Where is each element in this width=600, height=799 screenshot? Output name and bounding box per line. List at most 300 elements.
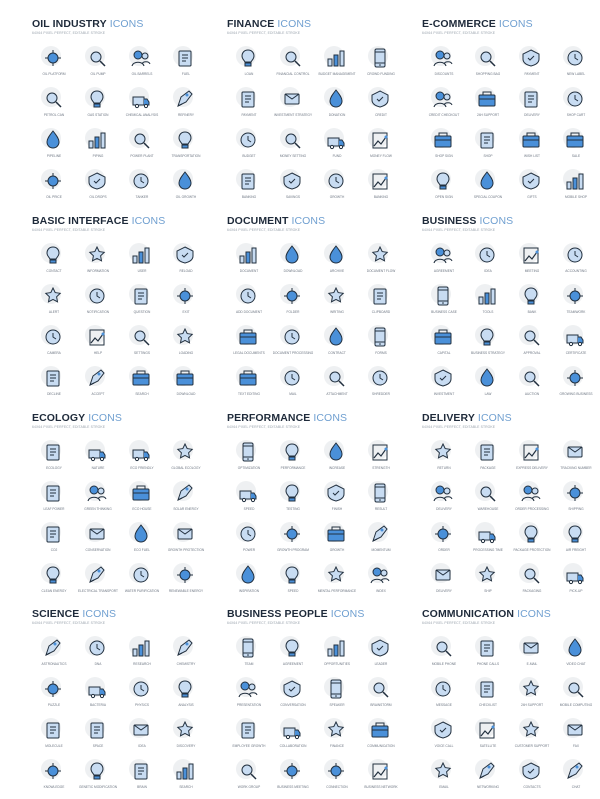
icon-label: WAREHOUSE — [477, 507, 499, 511]
icon-tile — [76, 561, 120, 599]
icon-tile — [315, 479, 359, 517]
icon-tile — [554, 479, 598, 517]
icon-tile — [554, 364, 598, 402]
icon-label: LOADING — [178, 351, 194, 355]
icon-label: SHIPPING — [568, 507, 584, 511]
section-business — [422, 215, 600, 395]
icon-label: BUSINESS MEETING — [277, 785, 309, 789]
section-performance — [227, 412, 417, 592]
section-subtitle: 64X64 PIXEL PERFECT, EDITABLE STROKE — [227, 228, 301, 232]
icon-label: CAPITAL — [437, 351, 451, 355]
icon-label: PIPELINE — [46, 154, 62, 158]
icon-tile — [76, 44, 120, 82]
icon-label: LOAN — [244, 72, 254, 76]
icon-tile — [510, 479, 554, 517]
icon-label: MONEY FLOW — [370, 154, 392, 158]
icon-tile — [359, 520, 403, 558]
icon-label: SPACE — [92, 744, 104, 748]
icon-label: POWER — [242, 548, 256, 552]
icon-label: RELOAD — [179, 269, 193, 273]
icon-label: OIL GROWTH — [175, 195, 197, 199]
icon-label: 24H SUPPORT — [476, 113, 500, 117]
icon-label: BRAINSTORM — [370, 703, 392, 707]
icon-label: BUSINESS CASE — [431, 310, 457, 314]
icon-label: POWER PLANT — [130, 154, 154, 158]
icon-label: CONVERSATION — [280, 703, 306, 707]
icon-label: OIL BARRELS — [131, 72, 153, 76]
icon-label: KNOWLEDGE — [43, 785, 65, 789]
icon-label: ACCEPT — [91, 392, 105, 396]
icon-tile — [359, 634, 403, 672]
icon-label: SAVINGS — [286, 195, 300, 199]
icon-label: TRANSPORTATION — [171, 154, 201, 158]
icon-tile — [359, 241, 403, 279]
icon-tile — [120, 634, 164, 672]
icon-tile — [554, 323, 598, 361]
icon-tile — [271, 364, 315, 402]
icon-tile — [466, 282, 510, 320]
icon-label: ASTRONAUTICS — [41, 662, 67, 666]
icon-label: MOBILE SHOP — [565, 195, 587, 199]
icon-label: MOBILE COMPUTING — [559, 703, 593, 707]
icon-label: TEAM — [244, 662, 254, 666]
icon-label: GIFTS — [527, 195, 537, 199]
icon-tile — [227, 716, 271, 754]
icon-label: LAW — [484, 392, 492, 396]
icon-tile — [510, 520, 554, 558]
icon-tile — [76, 126, 120, 164]
icon-label: INVESTMENT — [433, 392, 455, 396]
icon-tile — [510, 675, 554, 713]
section-title-main: DELIVERY — [422, 412, 475, 424]
icon-label: PRESENTATION — [236, 703, 262, 707]
icon-label: LEADER — [374, 662, 388, 666]
icon-tile — [315, 323, 359, 361]
icon-tile — [76, 167, 120, 205]
section-e-commerce — [422, 18, 600, 198]
icon-label: TRACKING NUMBER — [560, 466, 592, 470]
section-oil-industry — [32, 18, 222, 198]
icon-label: BUDGET — [242, 154, 256, 158]
icon-label: INFORMATION — [86, 269, 110, 273]
icon-tile — [164, 479, 208, 517]
icon-label: HELP — [93, 351, 103, 355]
icon-tile — [76, 364, 120, 402]
icon-label: SHOPPING BAG — [475, 72, 501, 76]
section-title — [32, 608, 116, 620]
icon-label: AGREEMENT — [282, 662, 304, 666]
icon-tile — [227, 675, 271, 713]
icon-tile — [315, 675, 359, 713]
icon-tile — [271, 634, 315, 672]
section-title — [32, 412, 122, 424]
icon-tile — [120, 323, 164, 361]
icon-tile — [32, 520, 76, 558]
icon-tile — [315, 716, 359, 754]
icon-tile — [422, 126, 466, 164]
icon-tile — [422, 282, 466, 320]
section-title-main: BUSINESS PEOPLE — [227, 608, 328, 620]
icon-tile — [510, 438, 554, 476]
icon-label: BANKING — [373, 195, 389, 199]
icon-label: EMAIL — [439, 785, 449, 789]
icon-label: FINANCE — [330, 744, 344, 748]
section-business-people — [227, 608, 417, 788]
icon-tile — [554, 757, 598, 795]
icon-tile — [120, 757, 164, 795]
icon-tile — [32, 85, 76, 123]
icon-label: GLOBAL ECOLOGY — [171, 466, 201, 470]
icon-tile — [359, 757, 403, 795]
icon-label: PICK-UP — [569, 589, 583, 593]
icon-tile — [164, 364, 208, 402]
icon-label: PACKAGE PROTECTION — [513, 548, 551, 552]
icon-label: TANKER — [135, 195, 149, 199]
icon-tile — [271, 85, 315, 123]
icon-tile — [32, 757, 76, 795]
icon-label: STRENGTH — [372, 466, 390, 470]
icon-tile — [120, 44, 164, 82]
icon-tile — [466, 716, 510, 754]
section-title — [227, 18, 311, 30]
icon-tile — [271, 323, 315, 361]
icon-label: ORDER PROCESSING — [515, 507, 549, 511]
icon-label: APPROVAL — [523, 351, 541, 355]
icon-label: GROWTH — [329, 195, 345, 199]
icon-tile — [271, 520, 315, 558]
icon-label: BUSINESS STRATEGY — [471, 351, 505, 355]
icon-tile — [32, 167, 76, 205]
icon-label: EMPLOYEE GROWTH — [232, 744, 266, 748]
icon-label: DELIVERY — [436, 507, 452, 511]
icon-tile — [359, 438, 403, 476]
icon-label: BANKING — [241, 195, 257, 199]
icon-label: GENETIC MODIFICATION — [78, 785, 117, 789]
icon-label: MAIL — [289, 392, 297, 396]
icon-tile — [120, 364, 164, 402]
icon-label: OPEN SIGN — [435, 195, 453, 199]
icon-tile — [32, 716, 76, 754]
icon-tile — [359, 716, 403, 754]
icon-label: ELECTRICAL TRANSPORT — [78, 589, 118, 593]
icon-label: DOCUMENT — [239, 269, 259, 273]
icon-label: CONSERVATION — [85, 548, 111, 552]
section-title — [32, 215, 165, 227]
icon-tile — [76, 520, 120, 558]
icon-label: FORMS — [375, 351, 387, 355]
icon-tile — [510, 323, 554, 361]
icon-label: ECO FRIENDLY — [130, 466, 154, 470]
icon-tile — [164, 520, 208, 558]
icon-label: DONATION — [328, 113, 346, 117]
icon-tile — [164, 561, 208, 599]
section-title-suffix: ICONS — [498, 18, 533, 30]
icon-label: PHONE CALLS — [476, 662, 500, 666]
icon-tile — [76, 241, 120, 279]
icon-label: AIR FREIGHT — [565, 548, 587, 552]
icon-tile — [510, 634, 554, 672]
icon-label: PAYMENT — [524, 72, 540, 76]
icon-tile — [359, 561, 403, 599]
icon-tile — [164, 675, 208, 713]
icon-label: ADD DOCUMENT — [235, 310, 263, 314]
icon-label: MESSAGE — [436, 703, 452, 707]
icon-label: MEETING — [524, 269, 540, 273]
icon-label: SETTINGS — [134, 351, 150, 355]
icon-label: GROWTH PROGRAM — [277, 548, 309, 552]
icon-tile — [164, 323, 208, 361]
section-title-main: DOCUMENT — [227, 215, 289, 227]
icon-tile — [120, 85, 164, 123]
icon-tile — [32, 561, 76, 599]
icon-label: CONNECTION — [326, 785, 348, 789]
icon-label: OPPORTUNITIES — [324, 662, 350, 666]
icon-tile — [422, 479, 466, 517]
icon-label: TEXT EDITING — [238, 392, 260, 396]
icon-label: USER — [137, 269, 147, 273]
icon-label: CUSTOMER SUPPORT — [514, 744, 550, 748]
icon-tile — [359, 85, 403, 123]
section-subtitle: 64X64 PIXEL PERFECT, EDITABLE STROKE — [422, 228, 496, 232]
icon-tile — [554, 561, 598, 599]
icon-label: WISH LIST — [524, 154, 540, 158]
icon-label: WORK GROUP — [237, 785, 261, 789]
icon-label: CONTACT — [46, 269, 62, 273]
icon-label: CHAT — [571, 785, 581, 789]
icon-tile — [554, 520, 598, 558]
section-title — [422, 608, 551, 620]
icon-label: CHECKLIST — [479, 703, 497, 707]
icon-label: VIDEO CHAT — [566, 662, 586, 666]
icon-tile — [359, 126, 403, 164]
icon-tile — [315, 126, 359, 164]
icon-tile — [422, 438, 466, 476]
icon-label: CREDIT — [375, 113, 387, 117]
icon-tile — [422, 757, 466, 795]
icon-tile — [164, 44, 208, 82]
icon-tile — [120, 126, 164, 164]
icon-label: BRAIN — [137, 785, 147, 789]
icon-label: OIL DROPS — [89, 195, 107, 199]
icon-tile — [466, 167, 510, 205]
section-subtitle: 64X64 PIXEL PERFECT, EDITABLE STROKE — [422, 425, 496, 429]
icon-label: RESULT — [374, 507, 388, 511]
section-title — [227, 215, 325, 227]
icon-label: CLEAN ENERGY — [41, 589, 67, 593]
section-subtitle: 64X64 PIXEL PERFECT, EDITABLE STROKE — [227, 621, 301, 625]
icon-label: NOTIFICATION — [86, 310, 110, 314]
icon-tile — [227, 323, 271, 361]
icon-tile — [32, 438, 76, 476]
icon-tile — [554, 438, 598, 476]
icon-label: SPEED — [287, 589, 299, 593]
icon-tile — [315, 241, 359, 279]
icon-tile — [76, 757, 120, 795]
section-subtitle: 64X64 PIXEL PERFECT, EDITABLE STROKE — [227, 31, 301, 35]
icon-tile — [76, 323, 120, 361]
icon-label: ACCOUNTING — [565, 269, 587, 273]
icon-label: ALERT — [48, 310, 60, 314]
icon-tile — [554, 282, 598, 320]
icon-label: TEAMWORK — [566, 310, 586, 314]
icon-label: WATER PURIFICATION — [124, 589, 160, 593]
icon-tile — [227, 438, 271, 476]
icon-label: ANALYSIS — [178, 703, 194, 707]
icon-label: SALE — [571, 154, 581, 158]
icon-tile — [315, 282, 359, 320]
icon-tile — [466, 438, 510, 476]
icon-tile — [466, 364, 510, 402]
icon-tile — [359, 364, 403, 402]
icon-tile — [120, 438, 164, 476]
icon-tile — [510, 364, 554, 402]
icon-tile — [32, 241, 76, 279]
icon-label: GREEN THINKING — [84, 507, 112, 511]
icon-tile — [271, 675, 315, 713]
icon-tile — [466, 126, 510, 164]
icon-label: SPECIAL COUPON — [473, 195, 503, 199]
section-title-main: OIL INDUSTRY — [32, 18, 107, 30]
icon-label: DOCUMENT PROCESSING — [272, 351, 314, 355]
icon-label: ARCHIVE — [329, 269, 345, 273]
icon-label: SEARCH — [135, 392, 149, 396]
section-subtitle: 64X64 PIXEL PERFECT, EDITABLE STROKE — [227, 425, 301, 429]
icon-tile — [120, 520, 164, 558]
icon-tile — [164, 634, 208, 672]
section-title — [32, 18, 143, 30]
icon-tile — [227, 757, 271, 795]
icon-tile — [315, 167, 359, 205]
icon-tile — [227, 241, 271, 279]
icon-label: CERTIFICATE — [565, 351, 587, 355]
icon-label: IDEA — [138, 744, 146, 748]
section-title-main: PERFORMANCE — [227, 412, 311, 424]
icon-label: DOWNLOAD — [176, 392, 196, 396]
icon-tile — [164, 438, 208, 476]
icon-label: OIL PUMP — [90, 72, 106, 76]
icon-tile — [271, 126, 315, 164]
icon-label: DOCUMENT FLOW — [366, 269, 396, 273]
icon-label: NATURE — [91, 466, 105, 470]
icon-tile — [227, 561, 271, 599]
icon-label: FAX — [572, 744, 580, 748]
section-title-suffix: ICONS — [477, 412, 512, 424]
icon-label: RENEWABLE ENERGY — [168, 589, 204, 593]
icon-tile — [76, 85, 120, 123]
icon-label: MENTAL PERFORMANCE — [317, 589, 357, 593]
icon-tile — [359, 44, 403, 82]
icon-label: SHIP — [484, 589, 492, 593]
icon-tile — [315, 438, 359, 476]
icon-label: OIL PLATFORM — [42, 72, 66, 76]
section-title — [227, 608, 364, 620]
icon-label: CHEMISTRY — [176, 662, 196, 666]
icon-label: FUND — [332, 154, 342, 158]
icon-tile — [164, 757, 208, 795]
icon-tile — [271, 479, 315, 517]
icon-label: SPEED — [243, 507, 255, 511]
icon-label: GAS STATION — [87, 113, 109, 117]
icon-tile — [510, 85, 554, 123]
section-title — [227, 412, 347, 424]
icon-tile — [120, 167, 164, 205]
icon-label: REFINERY — [177, 113, 195, 117]
icon-label: SATELLITE — [479, 744, 497, 748]
icon-tile — [359, 323, 403, 361]
icon-tile — [422, 241, 466, 279]
icon-label: CONTRACT — [328, 351, 346, 355]
section-title-suffix: ICONS — [291, 215, 326, 227]
icon-tile — [227, 364, 271, 402]
icon-label: EXPRESS DELIVERY — [516, 466, 548, 470]
icon-label: COMMUNICATION — [367, 744, 395, 748]
icon-label: SHOP — [483, 154, 493, 158]
icon-label: CREDIT CHECKOUT — [428, 113, 460, 117]
icon-tile — [359, 282, 403, 320]
icon-tile — [422, 85, 466, 123]
icon-tile — [76, 634, 120, 672]
icon-tile — [422, 561, 466, 599]
icon-tile — [422, 364, 466, 402]
icon-label: DNA — [94, 662, 102, 666]
icon-label: SHOP CART — [566, 113, 586, 117]
icon-tile — [227, 85, 271, 123]
icon-label: OPTIMIZATION — [237, 466, 261, 470]
section-delivery — [422, 412, 600, 592]
icon-label: SOLAR ENERGY — [173, 507, 199, 511]
icon-tile — [32, 44, 76, 82]
icon-tile — [422, 323, 466, 361]
icon-label: BACTERIA — [90, 703, 106, 707]
icon-tile — [510, 44, 554, 82]
icon-tile — [510, 716, 554, 754]
section-ecology — [32, 412, 222, 592]
icon-tile — [227, 44, 271, 82]
section-document — [227, 215, 417, 395]
icon-tile — [32, 323, 76, 361]
icon-tile — [554, 675, 598, 713]
icon-label: COLLABORATION — [279, 744, 307, 748]
section-subtitle: 64X64 PIXEL PERFECT, EDITABLE STROKE — [32, 425, 106, 429]
icon-label: GROWTH PROTECTION — [167, 548, 205, 552]
section-title-main: ECOLOGY — [32, 412, 86, 424]
icon-label: SHREDDER — [372, 392, 390, 396]
icon-tile — [315, 364, 359, 402]
icon-label: PERFORMANCE — [280, 466, 306, 470]
icon-tile — [227, 282, 271, 320]
section-title — [422, 412, 512, 424]
icon-tile — [422, 167, 466, 205]
icon-tile — [227, 634, 271, 672]
icon-tile — [466, 561, 510, 599]
icon-tile — [271, 282, 315, 320]
icon-label: CROWD FUNDING — [367, 72, 395, 76]
icon-tile — [422, 675, 466, 713]
icon-label: MOLECULE — [45, 744, 63, 748]
icon-label: DISCOUNTS — [434, 72, 454, 76]
icon-label: MOBILE PHONE — [431, 662, 457, 666]
icon-tile — [227, 479, 271, 517]
icon-tile — [164, 167, 208, 205]
icon-label: FINANCIAL CONTROL — [276, 72, 310, 76]
icon-tile — [32, 282, 76, 320]
icon-tile — [227, 167, 271, 205]
icon-label: SEARCH — [179, 785, 193, 789]
icon-tile — [466, 757, 510, 795]
section-title-main: BUSINESS — [422, 215, 477, 227]
icon-tile — [315, 561, 359, 599]
section-title-suffix: ICONS — [479, 215, 514, 227]
